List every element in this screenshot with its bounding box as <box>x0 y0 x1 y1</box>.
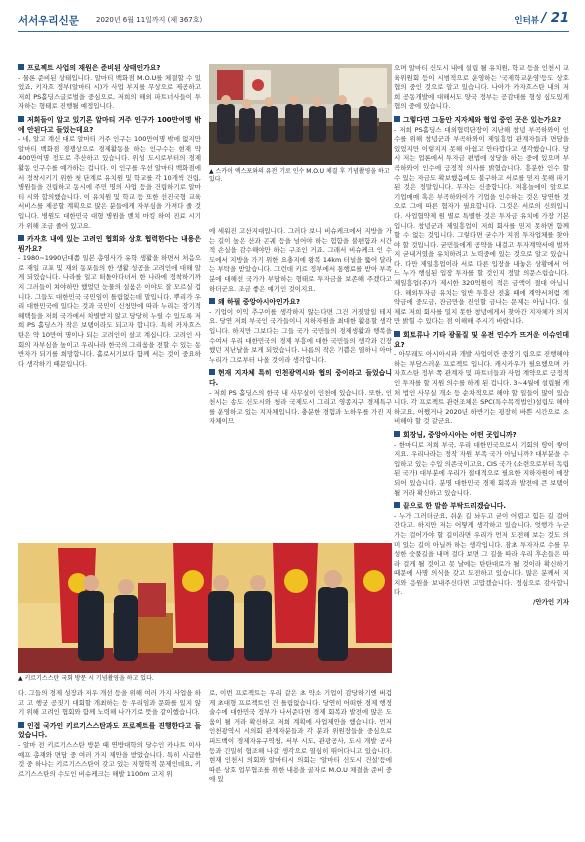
question-text: 저희들이 알고 있기론 알마티 거주 인구가 100만여명 밖에 안된다고 들었는데요? <box>18 115 201 134</box>
question-text: 인접 국가인 키르기스스탄과도 프로젝트를 진행한다고 들었습니다. <box>18 721 201 740</box>
interview-answer: - 알마 전 키르기스스탄 방문 때 연방대학의 당수인 카나트 이사예프 총재와 면담 중 여러 가지 제안을 받았습니다. 특히 시급한 것 중 하나는 키르기스스탄이 갖고 있는 지형학적 문제인데요, 키르기스스탄의 수도인 비슈케크는 해발 1100m 고지 위 <box>18 740 201 778</box>
question-text: 끝으로 한 말씀 부탁드리겠습니다. <box>403 502 507 511</box>
interview-question <box>394 431 569 441</box>
question-text: 왜 하필 중앙아시아인가요? <box>218 298 301 307</box>
square-bullet-icon <box>394 431 400 437</box>
newspaper-name: 서서우리신문 <box>18 15 79 27</box>
parliament-visit-photo <box>18 543 392 673</box>
interview-answer: 다. 그들의 경제 성장과 저우 개선 등을 위해 여러 가지 사업을 하고 고 행궁 공짓기 대회할 개최하는 등 우리임과 문화를 있지 않기 위해 고려인 협회와 함께 노력해 나가기로 뜻을 같이했습니다. <box>18 689 201 717</box>
interview-answer: 으며 알마티 신도시 내에 설립 될 유치원, 학교 등을 인천시 교육위원회 등이 시범적으로 운영하는 '국제학교운영'등도 상호 협의 중인 것으로 알고 있습니다. 나아가 카자흐스탄 내의 저희 공동개발에 대해서도 양국 정부는 공감대를 형성 심도있게 협의 중에 있습니다. <box>394 64 569 111</box>
article-column-2 <box>209 227 392 529</box>
interview-question <box>18 64 201 74</box>
article-column-bottom-2 <box>209 689 392 842</box>
interview-answer: - 물론 준비된 상태입니다. 알마티 백화점 M.O.U를 체결할 수 있었죠, 키자흐 정부(알마티 시)가 사업 부지를 무상으로 제공하고 저희 PS홀딩스글로벌을 중심으로, 저희의 해외 파트너사들이 투자하는 형태로 진행될 예정입니다. <box>18 73 201 111</box>
interview-answer: - 저희 PS 홀딩스의 한국 내 사무실이 인천에 있습니다. 또한, 인천시는 송도 신도시와 청라 국제도시 그리고 영종지구 경제특구를 운영하고 있는 지자체입니다. 충분한 경험과 노하우를 가진 지자체이므 <box>209 388 392 426</box>
photo1-caption-text: ▲ 스카이 엑스포와의 유전 기로 인수 M.O.U 체결 후 기념촬영을 하고 있다. <box>209 168 390 184</box>
question-text: 회토류나 기타 광물질 및 유전 인수가 뜨거운 이슈인데요? <box>394 331 569 349</box>
square-bullet-icon <box>394 502 400 508</box>
interview-question <box>394 502 569 512</box>
square-bullet-icon <box>209 298 215 304</box>
question-text: 현재 지자체 특히 인천광역시와 협의 중이라고 들었습니다. <box>209 369 392 387</box>
square-bullet-icon <box>394 116 400 122</box>
interview-answer: - 아무래도 아시아시파 개발 사업이란 중장기 립으로 진행해야 하는 부담스러운 프로젝트 입니다. 캐시카우가 필요했으며 카자흐스탄 정부 쪽 관계자 및 파트너들과 사업 계약으로 긍정적인 투자를 할 지원 의수를 하게 된 겁니다. 3~4월에 설립될 캐처 법인 사무실 개소 등 순차적으로 해야 할 일들이 많이 있습니다. 각 프로젝트 관련조체은 SPC(특수목적법인)설립도 해야 하고요, 어쨌거나 2020년 하반기는 굉장히 바쁜 시간으로 소비해야 할 것 같군요. <box>394 350 569 426</box>
page-number: / 21 <box>541 11 569 26</box>
question-text: 회장님, 중앙아시아는 어떤 곳입니까? <box>403 430 517 439</box>
square-bullet-icon <box>18 722 24 728</box>
interview-question <box>18 722 201 741</box>
square-bullet-icon <box>18 235 24 241</box>
interview-answer: 로, 이번 프로젝트는 우리 같은 초 약소 기업이 감당하기엔 버겁게 초대형 프로젝트인 건 틀림없습니다. 당연히 어떠한 경제 행정 술수에 대한민국 정부가 나서준다면 경제 회복과 발전에 많은 도움이 될 거라 확신하고 저희 계획에 사업제안을 했습니다. 먼저 인천광역시 시의회 관계자분들과 각 분과 위원장들을 중심으로 피드백이 경제자유구역청, 서부 시도, 관광공사, 도시 개발 공사 등과 긴밀히 협조해 나갈 생각으로 열심히 뛰어다니고 있습니다. 현재 인천시 의회와 알마티시 의회는 '알마티 신도시 건설'등에 따른 상호 업무협조를 위한 내용을 골자로 M.O.U 체결을 준비 중에 있 <box>209 689 392 784</box>
mou-signing-photo <box>209 64 392 165</box>
interview-answer: - 기업이 이익 추구이를 생각하지 않는다면 그건 거짓말일 테지요. 당연 저희 부국인 국가들이니 지하자원을 최대한 활용할 생각입니다. 하지만 그보다는 그들 국가 국민들의 경제생활과 행복을 수여서 우리 대한민국의 경제 부흥에 대한 국민들의 생각과 긴장했던 지난날을 보게 되었습니다. 나름의 작은 기쁨은 열하니 아마 누리가 그로부터 나올 것이라 생각합니다. <box>209 307 392 364</box>
interview-answer: - 저희 PS홀딩스 대외협력단장이 지난해 창녕 부곡하와이 인수를 위해 창녕군과 부곡하와이 제일흥업 관계자들과 면담을 있었지만 이렇지지 못해 아쉽고 안타깝다고 생각했습니다. 당시 저는 업론에서 투자금 편법에 상당을 하는 중에 있으며 부곡하와이 인수에 긍정적 의사를 밝혔습니다. 흥분한 인수 할 수 있는 자금도 확보했음에도 불구하고 서로를 믿지 못해 파기된 것은 정말입니다. 무자는 신중합니다. 저홍놀에이 앞으로 기업매매 혹은 부곡하와이가 기업을 인수하는 것은 당연한 것으로 그에 따른 협자가 필요합니다. 그것은 서로의 신뢰입니다. 사업협약제 원 별로 특별한 것은 투자금 유치에 가장 기본입니다. 창녕군과 제일흥업이 저희 회사를 믿지 못하면 함께 할 수 없는 것입니다. 그렇다면 굳수가 지점 투자업체를 찾아야 할 것입니다. 굳민들에게 공약을 내걸고 투자계약서에 벌까지 굳내거였을 유치하려고 노력중에 있는 것으로 알고 있습니다. 다만 제일흥업이라 서로 다른 입장을 내놓은 상황에서 어느 누가 행심된 입장 투자를 할 것인지 정말 의문스럽습니다. 제일흥업(주)가 제시한 320억원이 적은 금액이 절대 아닙니다. 해외투자금 유치는 일반 투흥산 전흘 때에 계약서처럼 계약금에 중도금, 잔금만을 진인할 금나는 문제는 아닙니다. 실제로 저희 회사를 밀지 못한 창녕에게서 찾아간 지자체가 의지만 밝힐 수 있다는 점 이해해 주시기 바랍니다. <box>394 125 569 326</box>
interview-question <box>18 235 201 254</box>
question-text: 카자흐 내에 있는 고려인 협회와 상호 협력한다는 내용은 뭔가요? <box>18 235 201 253</box>
issue-date: 2020년 6월 11일까지 (제 367호) <box>96 16 203 24</box>
interview-question <box>209 298 392 308</box>
square-bullet-icon <box>18 116 24 122</box>
photo2-caption <box>18 675 392 683</box>
interview-question <box>209 369 392 388</box>
photo2-caption-text: ▲ 키르기스스탄 국회 방문 시 기념촬영을 하고 있다. <box>18 675 154 682</box>
interview-question <box>394 331 569 350</box>
interview-answer: 에 세워진 고산지대입니다. 그러다 보니 비슈케크에서 지방을 가는 길이 높은 산과 곤궤 등을 넘어야 하는 험함을 불편함과 시간적 손실을 감수해야만 하는 구조인 거죠. 그래서 비슈케크 인 수도에서 지방을 가기 위한 요충지에 왕복 14km 터널을 뚫어 달라는 부탁을 받았습니다. 그런데 키르 정부에서 통행료를 받아 부족분에 대해선 국가가 부담하는 형태로 투자금을 보존해 주겠다고 하더군요. 조금 좋은 얘기인 것이지요. <box>209 227 392 293</box>
article-column-bottom-1 <box>18 689 201 842</box>
question-text: 프로젝트 사업의 재원은 준비된 상태인가요? <box>27 64 161 72</box>
square-bullet-icon <box>209 369 215 375</box>
mou-signing-photo-illustration <box>209 64 392 165</box>
section-name: 인터뷰 <box>514 16 539 26</box>
interview-answer: - 누가 그러더군요, 쉬운 길 놔두고 굳이 어렵고 힘든 길 걸어간다고. 하지만 저는 어떻게 생각하고 있습니다. 엇행가 누군가는 걸어가야 할 길이라면 우리가 먼저 도전해 보는 것도 의미 있는 길이 아닐까 하는 생각입니다. 잠초 투자자로 수를 무성한 숫풀길을 내며 걸다 보면 그 길을 따라 우리 후손들은 따라 걸게 될 것이고 못 날에는 탄탄대로가 될 것이라 확신하기 때문에 사명 의식을 갖고 도전하고 있습니다. 많은 분께서 지지와 응원을 보내주신다면 고맙겠습니다. 정심으로 감사합니다. <box>394 511 569 597</box>
interview-answer: - 한마디로 저희 부국, 우리 대한민국으로서 기회의 땅이 쌓이지요. 우리나라는 정작 자원 부족 국가 아닙니까? 대부분을 수입하고 있는 수입 의존국이고요, CIS 국가 (소련으로부터 독립된 국가) 대부분에 우리가 절대적으로 필요한 지하자원이 매장되어 있습니다. 분명 대한민국 경제 회복과 발전에 큰 보탬이 될 거라 확신하고 있습니다. <box>394 440 569 497</box>
square-bullet-icon <box>18 64 24 70</box>
interview-answer: - 1980~1990년대쯤 일본 총영사가 유학 생활을 하면서 처음으로 재일 교포 및 재외 동포들의 한 생활 성공을 고려인에 대해 알게 되었습니다. 나라를 일고 떠돌아다녀서 한 나라에 정착하기까지 그러들이 쳐야하만 했었던 눈물의 설움은 이야도 잘 모르실 겁니다. 그들도 대한민국 국민임이 틀림없는데 말입니다. 뿌리가 우리 대한민국에 있다는 것과 국민이 신청만에 따라 누리는 장기적 혜택들을 저희 국가에서 차별받지 않고 당당히 누릴 수 있도록 저희 PS 홀딩스가 작은 보탬이라도 되고자 합니다. 특히 카자흐스탄은 약 10만여 명이나 되는 고려인이 살고 계십니다. 고려인 사회의 자부심을 높이고 우리나라 한국의 그리움을 전할 수 있는 동반자가 되기를 희망합니다. 홀로서기보다 함께 서는 것이 중요하다 생각하기 때문입니다. <box>18 254 201 368</box>
parliament-visit-photo-illustration <box>18 543 392 673</box>
reporter-signature: /안가인 기자 <box>532 598 569 607</box>
interview-answer: - 네, 알고 계신 대로 알마티 거주 인구는 100만여명 밖에 없지만 알마티 백화점 경쟁상으로 경제활동을 하는 인구수는 현재 약 400만여명 정도로 추산하고 있습니다. 위성 도시로부터의 경제활동 인구수를 예가하는 겁니다. 이 인구를 우선 알마티 백화점에서 정착시키기 위한 첫 단계로 유치원 및 학교를 각 10개씩 건립, 병원들을 건립하고 동시에 주민 명의 사업 등을 건립하기로 알마티 시와 합의했습니다. 이 유치원 및 학교 등 또한 선진국형 교육 서비스를 제공할 계획으로 많은 분들에게 자부심을 가져다 줄 것입니다. 병원도 대한민국 대형 병원을 벤치 마킹 하여 진료 시기가 위해 조금 줄어 있고요. <box>18 135 201 230</box>
interview-question <box>18 116 201 135</box>
page-header <box>18 10 569 32</box>
question-text: 그렇다면 그동안 지자체와 협업 중인 곳은 있는가요? <box>403 115 562 124</box>
article-column-3 <box>394 64 569 842</box>
interview-question <box>394 116 569 126</box>
article-column-1 <box>18 64 201 528</box>
photo1-caption <box>209 168 392 185</box>
square-bullet-icon <box>394 331 400 337</box>
